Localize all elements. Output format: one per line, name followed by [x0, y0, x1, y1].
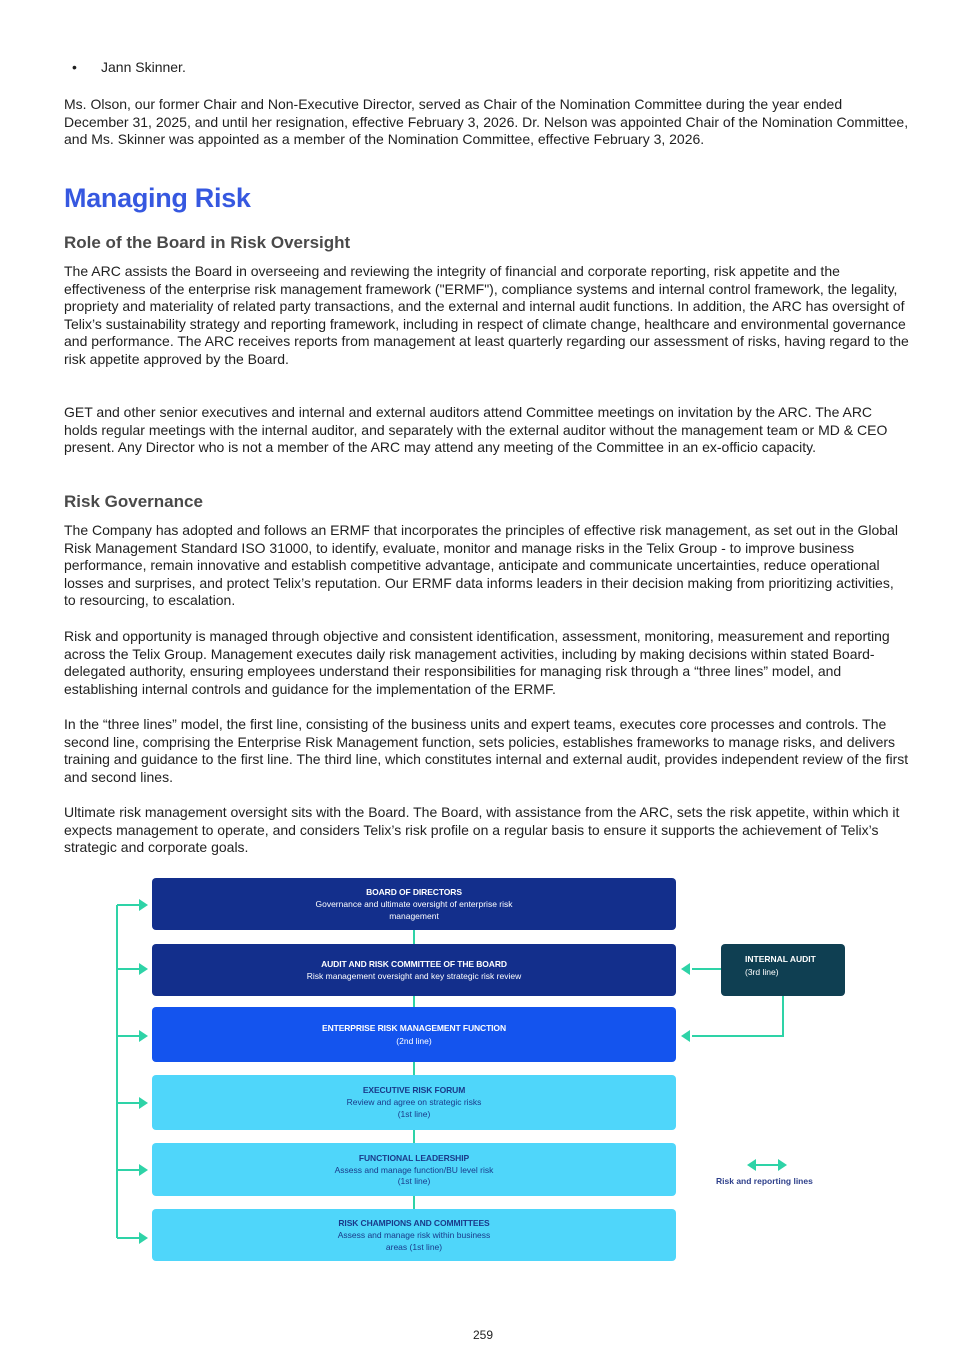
box-description: Assess and manage risk within business areas (1st line)	[337, 1230, 491, 1252]
box-risk-champions-committees	[152, 1209, 676, 1261]
box-audit-risk-committee	[152, 944, 676, 996]
intro-paragraph: Ms. Olson, our former Chair and Non-Executive Director, served as Chair of the Nomination Committee during the year ended December 31, 2025, and until her resignation, effective February 3, 2026. Dr. Nelson was appointed Chair of the Nomination Committee, and Ms. Skinner was appointed as a member of the Nomination Committee, effective February 3, 2026.	[64, 96, 909, 148]
section-title: Managing Risk	[64, 183, 251, 213]
box-title: EXECUTIVE RISK FORUM	[362, 1084, 466, 1095]
bullet-marker: •	[72, 59, 77, 75]
box-description: Governance and ultimate oversight of enterprise risk management	[315, 899, 513, 921]
paragraph: In the “three lines” model, the first line, consisting of the business units and expert teams, executes core processes and controls. The second line, comprising the Enterprise Risk Management function, sets policies, establishes frameworks to manage risks, and delivers training and guidance to the first line. The third line, which constitutes internal and external audit, provides independent review of the first and second lines.	[64, 716, 909, 785]
box-title: INTERNAL AUDIT	[745, 954, 816, 964]
box-title: ENTERPRISE RISK MANAGEMENT FUNCTION	[322, 1022, 506, 1033]
box-line-label: (3rd line)	[745, 967, 779, 977]
box-enterprise-risk-management-function	[152, 1007, 676, 1062]
paragraph: The Company has adopted and follows an ERMF that incorporates the principles of effective risk management, as set out in the Global Risk Management Standard ISO 31000, to identify, evaluate, monitor and manage risks in the Telix Group - to improve business performance, remain innovative and establish competitive advantage, anticipate and communicate uncertainties, reduce operational losses and surprises, and protect Telix’s reputation. Our ERMF data informs leaders in their decision making from prioritizing activities, to resourcing, to escalation.	[64, 522, 898, 609]
paragraph: Ultimate risk management oversight sits with the Board. The Board, with assistance from the ARC, sets the risk appetite, within which it expects management to operate, and considers Telix’s risk profile on a regular basis to ensure it supports the achievement of Telix’s strategic and corporate goals.	[64, 804, 900, 856]
paragraph: The ARC assists the Board in overseeing and reviewing the integrity of financial and corporate reporting, risk appetite and the effectiveness of the enterprise risk management framework ("ERMF"), compliance systems and internal control framework, the legality, propriety and materiality of related party transactions, and the external and internal audit functions. In addition, the ARC has oversight of Telix’s sustainability strategy and reporting framework, including in respect of climate change, healthcare and environmental governance and performance. The ARC receives reports from management at least quarterly regarding our assessment of risks, having regard to the risk appetite approved by the Board.	[64, 263, 909, 367]
box-title: RISK CHAMPIONS AND COMMITTEES	[338, 1218, 490, 1228]
box-description: Review and agree on strategic risks	[346, 1096, 482, 1107]
box-line-label: (1st line)	[397, 1109, 431, 1120]
bullet-text: Jann Skinner.	[101, 59, 186, 75]
box-title: AUDIT AND RISK COMMITTEE OF THE BOARD	[321, 958, 507, 969]
subsection-heading-board-oversight: Role of the Board in Risk Oversight	[64, 233, 351, 252]
paragraph: Risk and opportunity is managed through objective and consistent identification, assessment, monitoring, measurement and reporting across the Telix Group. Management executes daily risk management activities, including by making decisions within stated Board-delegated authority, ensuring employees understand their responsibilities for managing risk through a “three lines” model, and establishing internal controls and guidance for the implementation of the ERMF.	[64, 628, 890, 697]
box-title: BOARD OF DIRECTORS	[366, 887, 462, 897]
paragraph: GET and other senior executives and internal and external auditors attend Committee meetings on invitation by the ARC. The ARC holds regular meetings with the internal auditor, and separately with the external auditor without the management team or MD & CEO present. Any Director who is not a member of the ARC may attend any meeting of the Committee in an ex-officio capacity.	[64, 404, 888, 456]
box-description: Risk management oversight and key strategic risk review	[306, 970, 522, 981]
box-title: FUNCTIONAL LEADERSHIP	[358, 1152, 470, 1163]
box-description: Assess and manage function/BU level risk (1st line)	[334, 1164, 494, 1186]
box-functional-leadership	[152, 1143, 676, 1196]
box-internal-audit	[721, 944, 845, 996]
subsection-heading-risk-governance: Risk Governance	[64, 492, 203, 511]
box-board-of-directors	[152, 878, 676, 930]
page-number: 259	[472, 1328, 494, 1342]
box-line-label: (2nd line)	[396, 1035, 432, 1046]
legend-label: Risk and reporting lines	[716, 1176, 813, 1186]
box-executive-risk-forum	[152, 1075, 676, 1130]
